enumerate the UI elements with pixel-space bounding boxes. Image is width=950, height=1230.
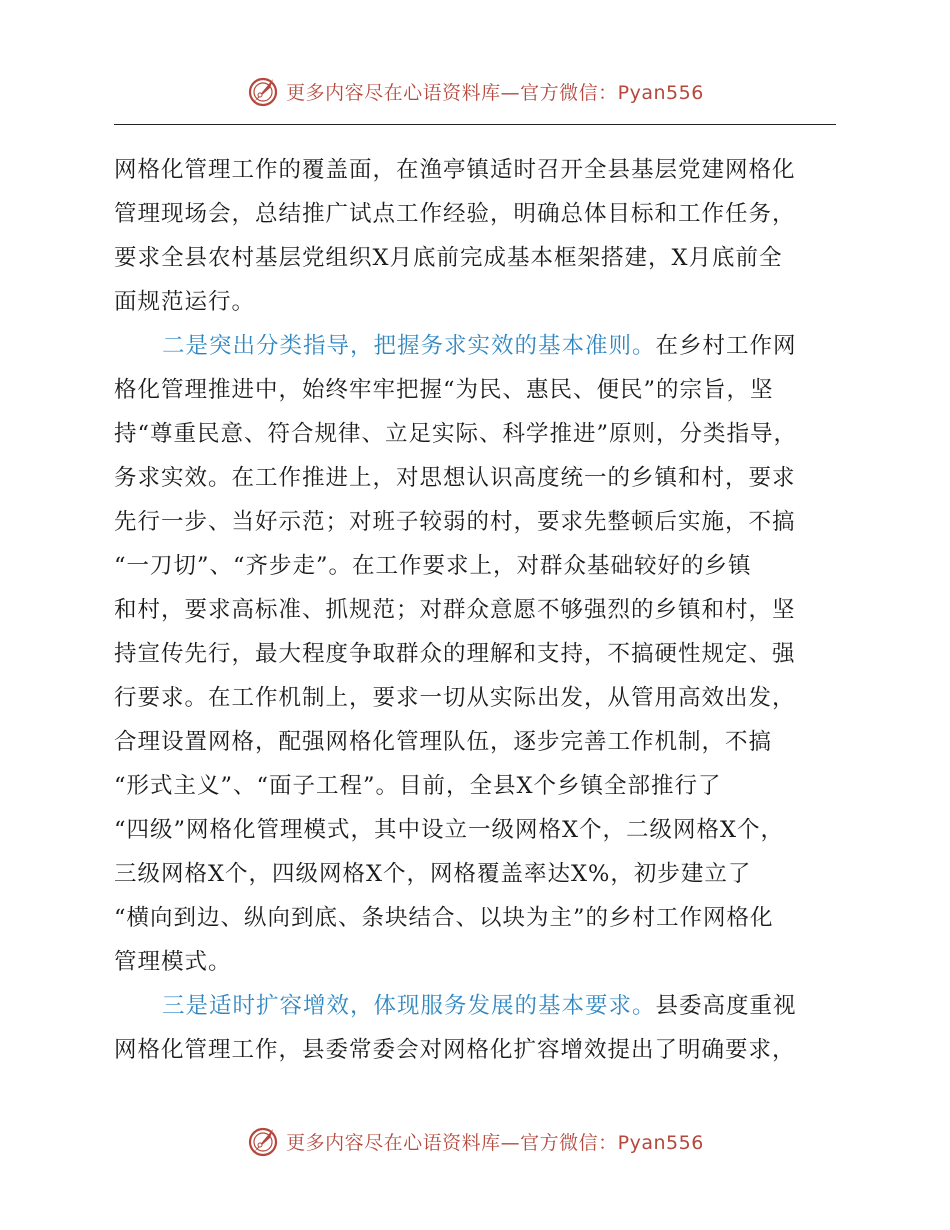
text-line: “四级”网格化管理模式，其中设立一级网格X个，二级网格X个，: [114, 817, 785, 843]
text-line: 行要求。在工作机制上，要求一切从实际出发，从管用高效出发，: [114, 685, 796, 711]
text-line: “一刀切”、“齐步走”。在工作要求上，对群众基础较好的乡镇: [114, 553, 752, 579]
text-line: 管理模式。: [114, 949, 232, 975]
text-line: 务求实效。在工作推进上，对思想认识高度统一的乡镇和村，要求: [114, 465, 796, 491]
text-run: 在乡村工作网: [655, 333, 797, 359]
banner-text: 更多内容尽在心语资料库—官方微信：Pyan556: [286, 81, 704, 104]
header-divider: [114, 124, 836, 125]
text-line: 网格化管理工作的覆盖面，在渔亭镇适时召开全县基层党建网格化: [114, 157, 796, 183]
text-line: 要求全县农村基层党组织X月底前完成基本框架搭建，X月底前全: [114, 245, 783, 271]
paragraph-first-line: [114, 984, 838, 1028]
text-line: 持“尊重民意、符合规律、立足实际、科学推进”原则，分类指导，: [114, 421, 798, 447]
text-line: 合理设置网格，配强网格化管理队伍，逐步完善工作机制，不搞: [114, 729, 773, 755]
quill-logo-icon: [246, 74, 280, 108]
document-body: [114, 148, 838, 1072]
text-line: 先行一步、当好示范；对班子较弱的村，要求先整顿后实施，不搞: [114, 509, 796, 535]
text-line: 三级网格X个，四级网格X个，网格覆盖率达X%，初步建立了: [114, 861, 752, 887]
text-line: 管理现场会，总结推广试点工作经验，明确总体目标和工作任务，: [114, 201, 796, 227]
text-line: 持宣传先行，最大程度争取群众的理解和支持，不搞硬性规定、强: [114, 641, 796, 667]
section-heading: 二是突出分类指导，把握务求实效的基本准则。: [162, 333, 656, 359]
header-banner: [0, 71, 950, 111]
text-line: 面规范运行。: [114, 289, 256, 315]
section-heading: 三是适时扩容增效，体现服务发展的基本要求。: [162, 993, 656, 1019]
quill-logo-icon: [246, 1124, 280, 1158]
text-line: 和村，要求高标准、抓规范；对群众意愿不够强烈的乡镇和村，坚: [114, 597, 796, 623]
text-line: 网格化管理工作，县委常委会对网格化扩容增效提出了明确要求，: [114, 1037, 796, 1063]
text-line: “形式主义”、“面子工程”。目前，全县X个乡镇全部推行了: [114, 773, 722, 799]
text-line: 格化管理推进中，始终牢牢把握“为民、惠民、便民”的宗旨，坚: [114, 377, 774, 403]
footer-banner: [0, 1121, 950, 1161]
paragraph-first-line: [114, 324, 838, 368]
text-line: “横向到边、纵向到底、条块结合、以块为主”的乡村工作网格化: [114, 905, 774, 931]
text-run: 县委高度重视: [655, 993, 797, 1019]
banner-text: 更多内容尽在心语资料库—官方微信：Pyan556: [286, 1131, 704, 1154]
